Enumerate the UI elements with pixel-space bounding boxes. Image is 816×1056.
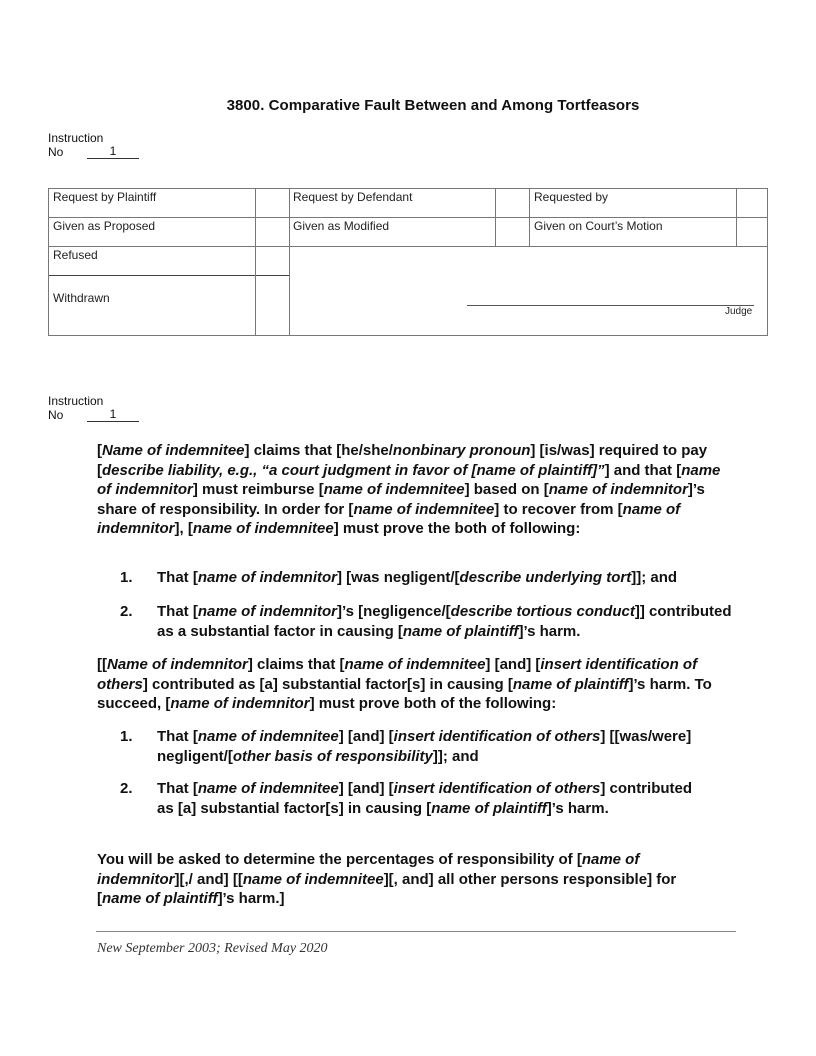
given-as-proposed-label: Given as Proposed: [53, 219, 156, 233]
list-number: 2.: [120, 780, 133, 797]
request-by-defendant-label: Request by Defendant: [293, 190, 413, 204]
table-col-divider: [289, 189, 290, 335]
request-by-plaintiff-label: Request by Plaintiff: [53, 190, 157, 204]
list-number: 1.: [120, 728, 133, 745]
revision-note: New September 2003; Revised May 2020: [97, 941, 328, 956]
indemnitor-claims-paragraph: [[Name of indemnitor] claims that [name of indemnitee] [and] [insert identification of others] contributed as [a] substantial factor[s] in causing [name of plaintiff]’s harm. To succeed, [name of indemnitor] must prove both of the following:: [97, 656, 712, 712]
instruction-number: 1: [87, 145, 139, 159]
table-col-divider: [736, 189, 737, 246]
withdrawn-label: Withdrawn: [53, 291, 110, 305]
refused-label: Refused: [53, 248, 98, 262]
document-title: 3800. Comparative Fault Between and Among Tortfeasors: [226, 97, 640, 114]
list-number: 1.: [120, 569, 133, 586]
instruction-no-label: No: [48, 408, 64, 422]
footer-divider: [96, 931, 736, 932]
list-text: That [name of indemnitee] [and] [insert identification of others] [[was/were] negligent/[other basis of responsibility]]; and: [157, 728, 692, 765]
table-col-divider: [529, 189, 530, 246]
table-col-divider: [495, 189, 496, 246]
instruction-number: 1: [87, 408, 139, 422]
requested-by-label: Requested by: [534, 190, 609, 204]
table-row-divider: [49, 275, 290, 276]
list-text: That [name of indemnitor] [was negligent/[describe underlying tort]]; and: [157, 569, 678, 586]
intro-paragraph: [Name of indemnitee] claims that [he/she/nonbinary pronoun] [is/was] required to pay [describe liability, e.g., “a court judgment in favor of [name of plaintiff]”] and that [name of indemnitor] must reimburse [name of indemnitee] based on [name of indemnitor]’s share of responsibility. In order for [name of indemnitee] to recover from [name of indemnitor], [name of indemnitee] must prove the both of following:: [97, 442, 721, 537]
table-col-divider: [255, 189, 256, 335]
instruction-no-label: No: [48, 145, 64, 159]
judge-signature-line: [467, 305, 754, 306]
closing-paragraph: You will be asked to determine the percentages of responsibility of [name of indemnitor][,/ and] [[name of indemnitee][, and] all other persons responsible] for [name of plaintiff]’s harm.]: [97, 851, 677, 907]
list-text: That [name of indemnitee] [and] [insert identification of others] contributed as [a] substantial factor[s] in causing [name of plaintiff]’s harm.: [157, 780, 693, 817]
instruction-label: Instruction: [48, 131, 104, 145]
list-text: That [name of indemnitor]’s [negligence/[describe tortious conduct]] contributed as a substantial factor in causing [name of plaintiff]’s harm.: [157, 603, 732, 640]
table-row-divider: [49, 217, 767, 218]
judge-label: Judge: [725, 306, 753, 317]
list-number: 2.: [120, 603, 133, 620]
given-as-modified-label: Given as Modified: [293, 219, 390, 233]
instruction-label: Instruction: [48, 394, 104, 408]
table-row-divider: [49, 246, 767, 247]
given-on-courts-motion-label: Given on Court’s Motion: [534, 219, 663, 233]
request-table: [48, 188, 768, 336]
